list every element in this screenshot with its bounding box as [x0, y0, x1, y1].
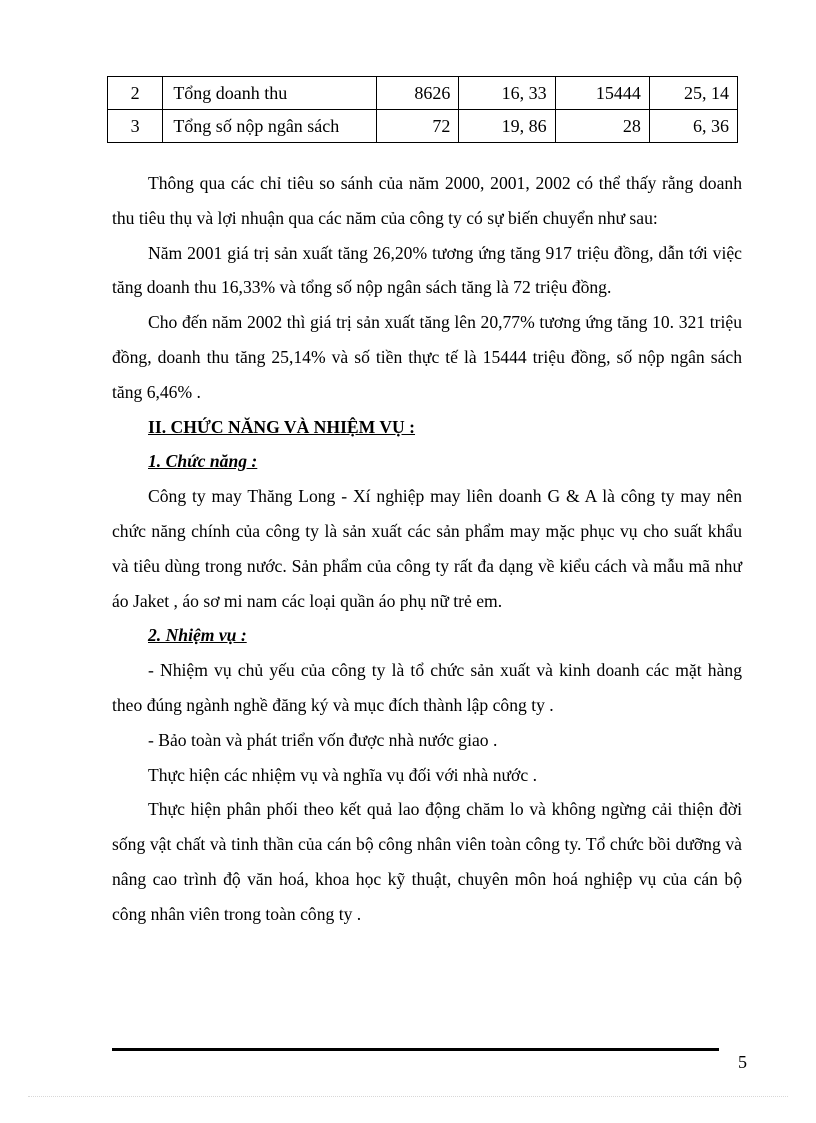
statistics-table	[107, 76, 738, 143]
percent-cell: 25, 14	[649, 77, 737, 110]
paragraph-task-state: Thực hiện các nhiệm vụ và nghĩa vụ đối với nhà nước .	[148, 764, 537, 785]
paragraph-task-welfare: Thực hiện phân phối theo kết quả lao động chăm lo và không ngừng cải thiện đời sống vật chất và tinh thần của cán bộ công nhân viên toàn công ty. Tổ chức bồi dưỡng và nâng cao trình độ văn hoá, khoa học kỹ thuật, chuyên môn hoá nghiệp vụ của cán bộ công nhân viên trong toàn công ty .	[112, 799, 742, 924]
value-cell: 8626	[377, 77, 459, 110]
page-number: 5	[738, 1052, 747, 1072]
footer-divider	[112, 1048, 719, 1051]
paragraph-year-2002: Cho đến năm 2002 thì giá trị sản xuất tăng lên 20,77% tương ứng tăng 10. 321 triệu đồng, doanh thu tăng 25,14% và số tiền thực tế là 15444 triệu đồng, số nộp ngân sách tăng 6,46% .	[112, 312, 742, 402]
section-heading	[112, 410, 742, 445]
row-number-cell: 2	[108, 77, 163, 110]
paragraph-task-main: - Nhiệm vụ chủ yếu của công ty là tổ chức sản xuất và kinh doanh các mặt hàng theo đúng ngành nghề đăng ký và mục đích thành lập công ty .	[112, 660, 742, 715]
indicator-name-cell: Tổng doanh thu	[163, 77, 377, 110]
subheading-functions-text: 1. Chức năng :	[148, 451, 258, 472]
body-text	[112, 166, 742, 932]
paragraph-year-2001: Năm 2001 giá trị sản xuất tăng 26,20% tương ứng tăng 917 triệu đồng, dẫn tới việc tăng doanh thu 16,33% và tổng số nộp ngân sách tăng là 72 triệu đồng.	[112, 242, 742, 298]
page-edge-line	[28, 1096, 788, 1097]
subheading-tasks	[112, 618, 742, 653]
subheading-functions	[112, 444, 742, 479]
percent-cell: 6, 36	[649, 110, 737, 143]
indicator-name-cell: Tổng số nộp ngân sách	[163, 110, 377, 143]
paragraph-task-capital: - Bảo toàn và phát triển vốn được nhà nước giao .	[148, 729, 498, 750]
subheading-tasks-text: 2. Nhiệm vụ :	[148, 625, 247, 646]
value-cell: 15444	[555, 77, 649, 110]
section-heading-text: II. CHỨC NĂNG VÀ NHIỆM VỤ :	[148, 416, 416, 437]
percent-cell: 19, 86	[459, 110, 555, 143]
table-row	[108, 77, 738, 110]
value-cell: 72	[377, 110, 459, 143]
percent-cell: 16, 33	[459, 77, 555, 110]
value-cell: 28	[555, 110, 649, 143]
table-row	[108, 110, 738, 143]
paragraph-comparison-intro: Thông qua các chỉ tiêu so sánh của năm 2000, 2001, 2002 có thể thấy rằng doanh thu tiêu thụ và lợi nhuận qua các năm của công ty có sự biến chuyển như sau:	[112, 173, 742, 228]
paragraph-functions: Công ty may Thăng Long - Xí nghiệp may liên doanh G & A là công ty may nên chức năng chính của công ty là sản xuất các sản phẩm may mặc phục vụ cho suất khẩu và tiêu dùng trong nước. Sản phẩm của công ty rất đa dạng về kiểu cách và mẫu mã như áo Jaket , áo sơ mi nam các loại quần áo phụ nữ trẻ em.	[112, 486, 742, 611]
row-number-cell: 3	[108, 110, 163, 143]
